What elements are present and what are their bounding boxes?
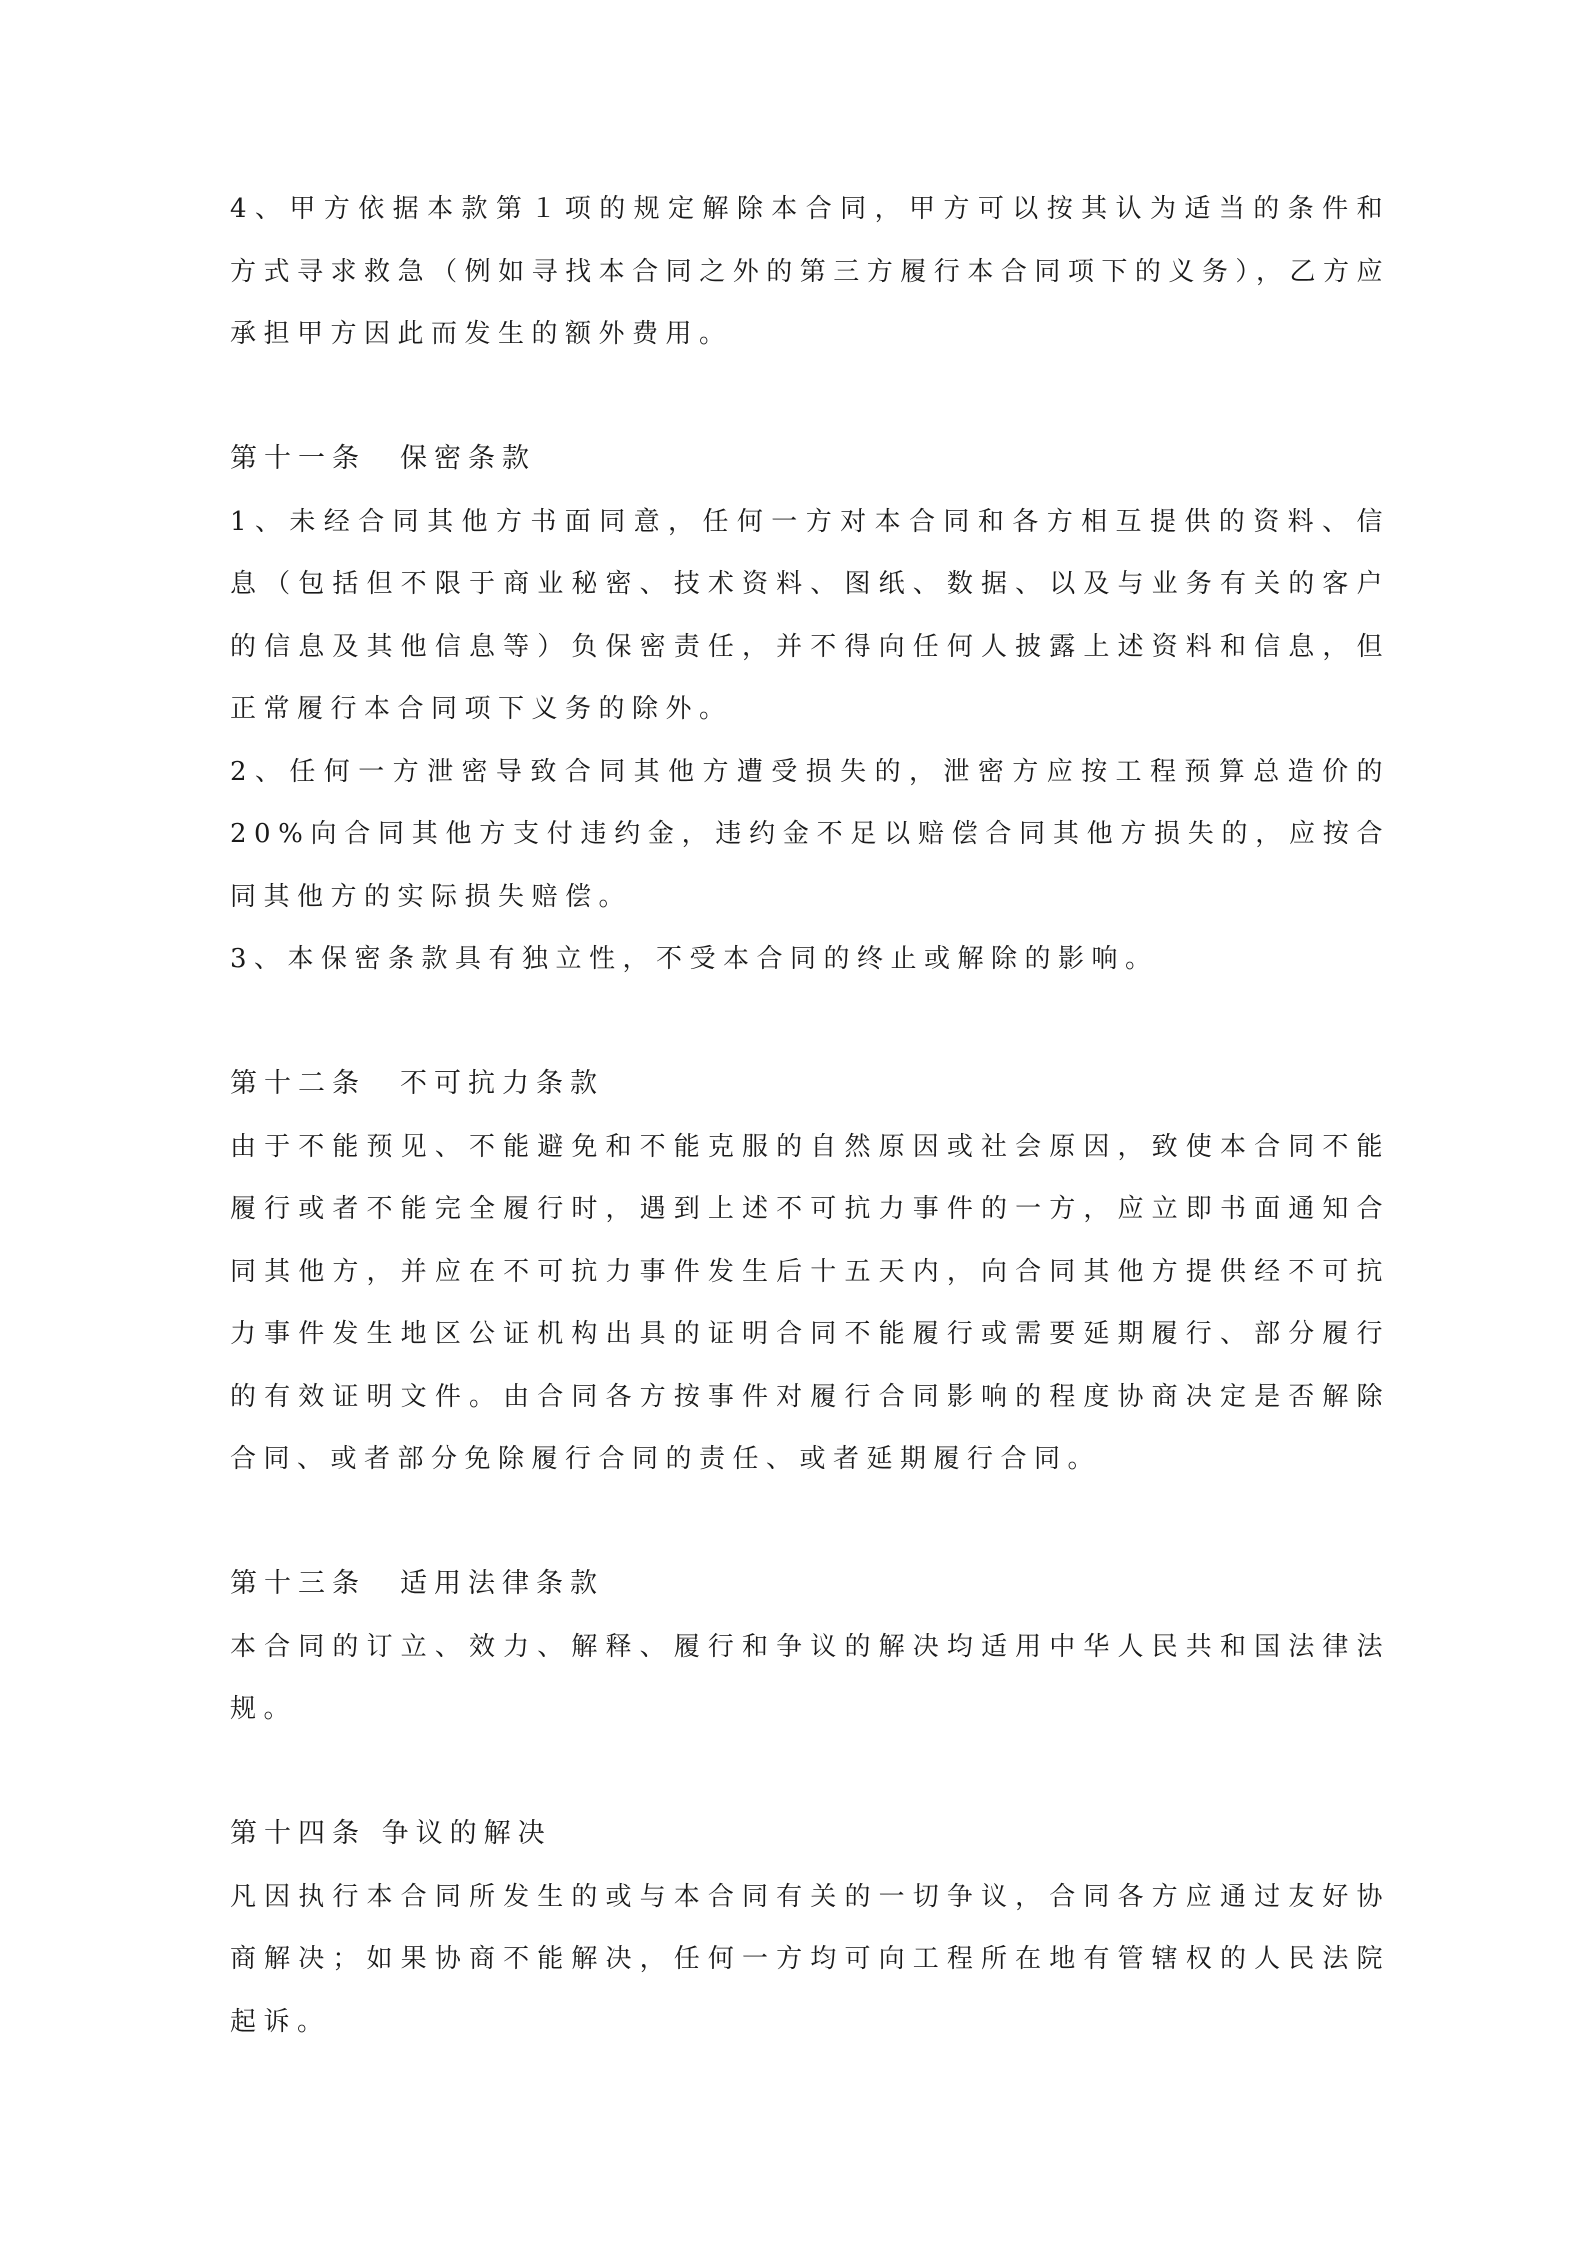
article-11-item-3: 3、本保密条款具有独立性，不受本合同的终止或解除的影响。 (230, 944, 1159, 974)
article-12-body: 由于不能预见、不能避免和不能克服的自然原因或社会原因，致使本合同不能履行或者不能完全履行时，遇到上述不可抗力事件的一方，应立即书面通知合同其他方，并应在不可抗力事件发生后十五天内，向合同其他方提供经不可抗力事件发生地区公证机构出具的证明合同不能履行或需要延期履行、部分履行的有效证明文件。由合同各方按事件对履行合同影响的程度协商决定是否解除合同、或者部分免除履行合同的责任、或者延期履行合同。 (230, 1131, 1390, 1474)
article-11-item-1: 1、未经合同其他方书面同意，任何一方对本合同和各方相互提供的资料、信息（包括但不限于商业秘密、技术资料、图纸、数据、以及与业务有关的客户的信息及其他信息等）负保密责任，并不得向任何人披露上述资料和信息，但正常履行本合同项下义务的除外。 (230, 506, 1390, 724)
article-14-body: 凡因执行本合同所发生的或与本合同有关的一切争议，合同各方应通过友好协商解决；如果协商不能解决，任何一方均可向工程所在地有管辖权的人民法院起诉。 (230, 1881, 1390, 2037)
spacer (230, 366, 1390, 429)
clause-10-item-4: 4、甲方依据本款第１项的规定解除本合同，甲方可以按其认为适当的条件和方式寻求救急（例如寻找本合同之外的第三方履行本合同项下的义务），乙方应承担甲方因此而发生的额外费用。 (230, 194, 1390, 349)
article-11-heading: 第十一条 保密条款 (230, 443, 536, 474)
spacer (230, 1491, 1390, 1554)
article-13-body: 本合同的订立、效力、解释、履行和争议的解决均适用中华人民共和国法律法规。 (230, 1631, 1390, 1724)
document-page (230, 178, 1390, 2053)
article-13-heading: 第十三条 适用法律条款 (230, 1568, 604, 1599)
article-12-heading: 第十二条 不可抗力条款 (230, 1068, 604, 1099)
article-11-item-2: 2、任何一方泄密导致合同其他方遭受损失的，泄密方应按工程预算总造价的20%向合同其他方支付违约金，违约金不足以赔偿合同其他方损失的，应按合同其他方的实际损失赔偿。 (230, 756, 1390, 912)
spacer (230, 1741, 1390, 1804)
spacer (230, 991, 1390, 1054)
article-14-heading: 第十四条 争议的解决 (230, 1818, 552, 1849)
